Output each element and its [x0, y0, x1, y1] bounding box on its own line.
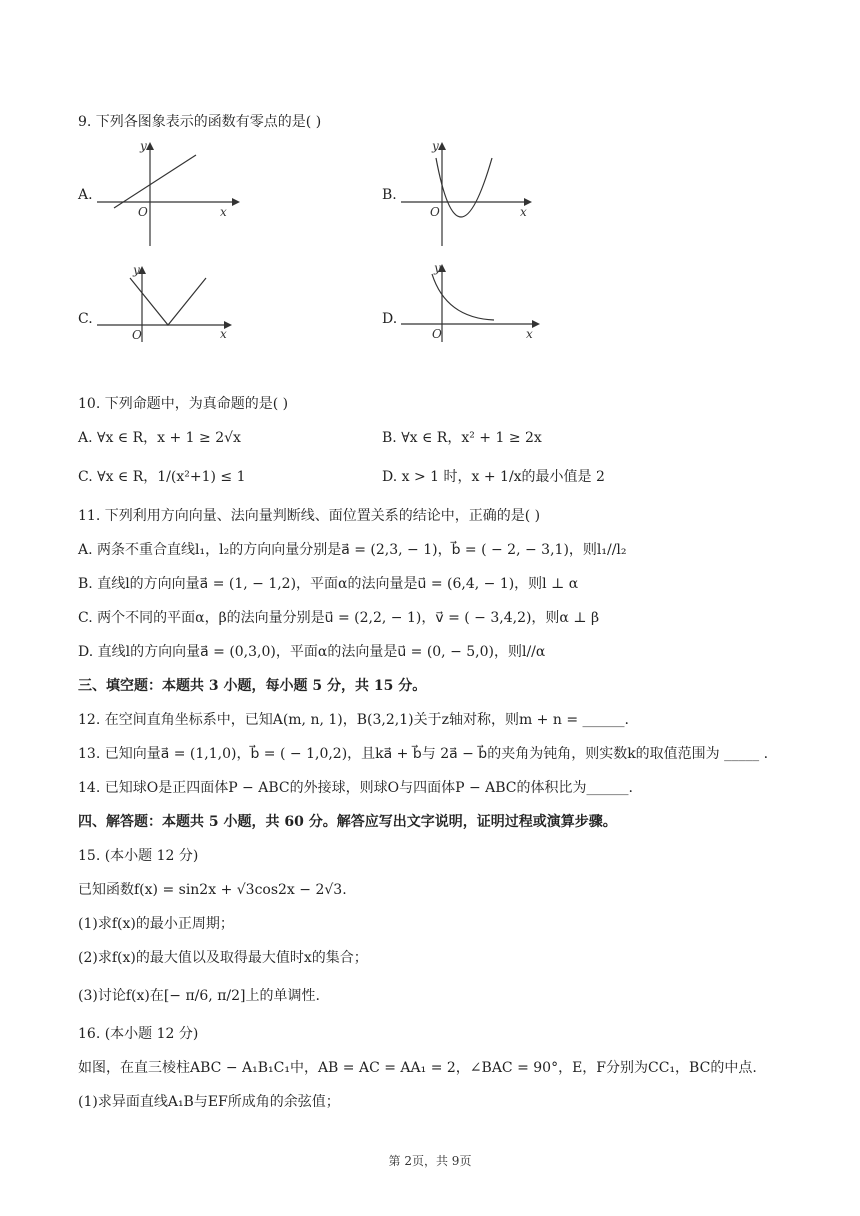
axis-y-label: y	[140, 139, 147, 153]
q11-option-c: C. 两个不同的平面α，β的法向量分别是u⃗ = (2,2, − 1)，v⃗ = ( − 3,4,2)，则α ⊥ β	[78, 610, 600, 626]
axis-x-label: x	[520, 205, 527, 219]
q16-intro: 如图，在直三棱柱ABC − A₁B₁C₁中，AB = AC = AA₁ = 2，∠BAC = 90°，E，F分别为CC₁，BC的中点.	[78, 1060, 757, 1076]
q10-option-b: B. ∀x ∈ R，x² + 1 ≥ 2x	[382, 430, 542, 446]
q16-part-1: (1)求异面直线A₁B与EF所成角的余弦值；	[78, 1094, 340, 1110]
axis-y-label: y	[432, 139, 439, 153]
axis-x-label: x	[220, 205, 227, 219]
q14: 14. 已知球O是正四面体P − ABC的外接球，则球O与四面体P − ABC的体积比为______.	[78, 780, 633, 796]
q9-graph-b	[396, 136, 536, 248]
q9-graph-c	[92, 260, 242, 344]
q10-option-a: A. ∀x ∈ R，x + 1 ≥ 2√x	[78, 430, 241, 446]
q15-part-3: (3)讨论f(x)在[− π/6, π/2]上的单调性.	[78, 988, 320, 1004]
axis-x-label: x	[526, 327, 533, 341]
axis-x-label: x	[220, 327, 227, 341]
page-footer: 第 2页，共 9页	[388, 1154, 472, 1168]
q9-graph-d	[396, 258, 546, 344]
q9-option-c-label: C.	[78, 311, 93, 327]
section-3-heading: 三、填空题：本题共 3 小题，每小题 5 分，共 15 分。	[78, 678, 427, 694]
q16-head: 16. (本小题 12 分)	[78, 1026, 199, 1042]
origin-label: O	[138, 205, 148, 219]
q9-stem: 9. 下列各图象表示的函数有零点的是( )	[78, 114, 322, 130]
q9-option-b-label: B.	[382, 187, 397, 203]
q15-intro: 已知函数f(x) = sin2x + √3cos2x − 2√3.	[78, 882, 347, 898]
origin-label: O	[132, 328, 142, 342]
axis-y-label: y	[434, 261, 441, 275]
q15-part-1: (1)求f(x)的最小正周期；	[78, 916, 234, 932]
origin-label: O	[430, 205, 440, 219]
q11-option-a: A. 两条不重合直线l₁，l₂的方向向量分别是a⃗ = (2,3, − 1)，b⃗ = ( − 2, − 3,1)，则l₁//l₂	[78, 542, 627, 558]
q9-graph-a	[92, 138, 242, 248]
origin-label: O	[432, 327, 442, 341]
q15-part-2: (2)求f(x)的最大值以及取得最大值时x的集合；	[78, 950, 368, 966]
q13: 13. 已知向量a⃗ = (1,1,0)，b⃗ = ( − 1,0,2)，且ka⃗ + b⃗与 2a⃗ − b⃗的夹角为钝角，则实数k的取值范围为 _____ .	[78, 746, 769, 762]
section-4-heading: 四、解答题：本题共 5 小题，共 60 分。解答应写出文字说明，证明过程或演算步骤。	[78, 814, 617, 830]
q9-option-d-label: D.	[382, 311, 398, 327]
q11-option-d: D. 直线l的方向向量a⃗ = (0,3,0)，平面α的法向量是u⃗ = (0, − 5,0)，则l//α	[78, 644, 546, 660]
axis-y-label: y	[133, 263, 140, 277]
q10-option-c: C. ∀x ∈ R，1/(x²+1) ≤ 1	[78, 469, 246, 485]
q11-stem: 11. 下列利用方向向量、法向量判断线、面位置关系的结论中，正确的是( )	[78, 508, 541, 524]
q15-head: 15. (本小题 12 分)	[78, 848, 199, 864]
q9-option-a-label: A.	[78, 187, 93, 203]
q11-option-b: B. 直线l的方向向量a⃗ = (1, − 1,2)，平面α的法向量是u⃗ = (6,4, − 1)，则l ⊥ α	[78, 576, 579, 592]
q10-stem: 10. 下列命题中，为真命题的是( )	[78, 396, 289, 412]
q10-option-d: D. x > 1 时，x + 1/x的最小值是 2	[382, 469, 605, 485]
q12: 12. 在空间直角坐标系中，已知A(m, n, 1)，B(3,2,1)关于z轴对称，则m + n = ______.	[78, 712, 629, 728]
